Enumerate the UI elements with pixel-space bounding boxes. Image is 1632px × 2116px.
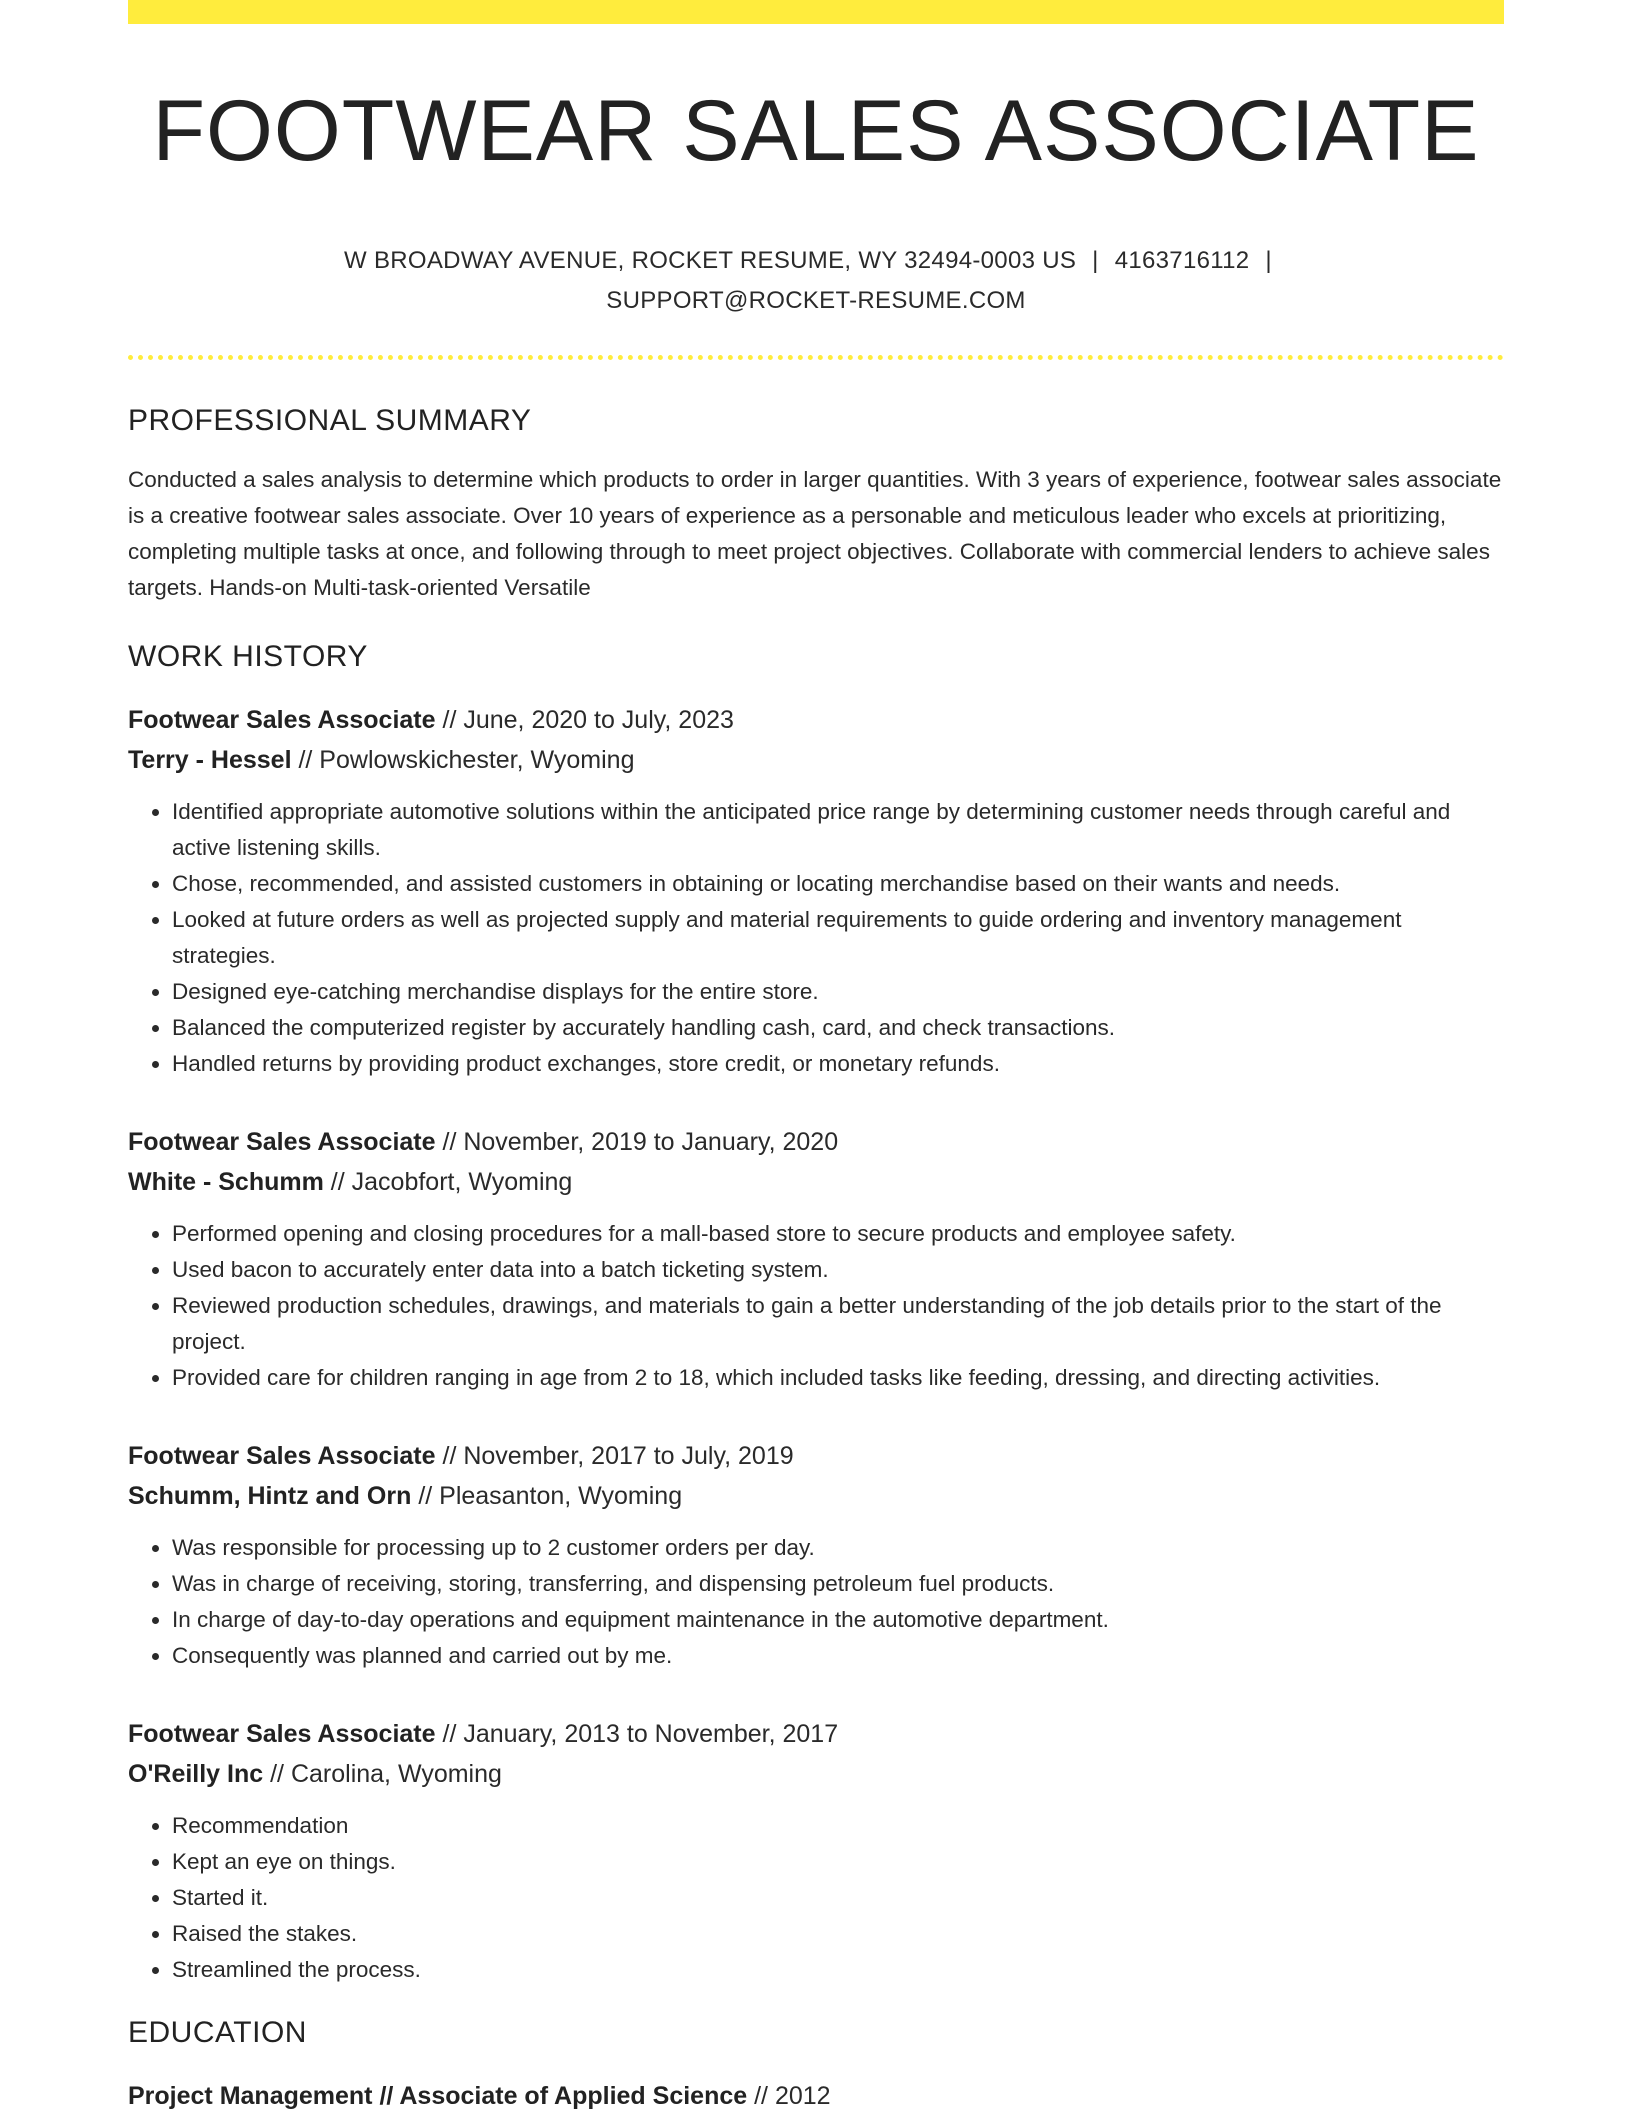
summary-text: Conducted a sales analysis to determine which products to order in larger quantities. With 3 years of experience, footwear sales associate is a creative footwear sales associate. Over 10 years of experience as a personable and meticulous leader who excels at prioritizing, completing multiple tasks at once, and following through to meet project objectives. Collaborate with commercial lenders to achieve sales targets. Hands-on Multi-task-oriented Versatile [128, 466, 1502, 600]
resume-title: FOOTWEAR SALES ASSOCIATE [152, 83, 1480, 179]
summary-heading: PROFESSIONAL SUMMARY [128, 403, 532, 437]
work-history-heading: WORK HISTORY [128, 639, 368, 673]
contact-address: W BROADWAY AVENUE, ROCKET RESUME, WY 32494-0003 US [344, 246, 1077, 274]
job-title: Footwear Sales Associate [128, 1719, 436, 1748]
job-bullet: • Kept an eye on things. [172, 1844, 1504, 1880]
job-company: White - Schumm [128, 1167, 324, 1196]
job-bullets [128, 1216, 1504, 1396]
job-title: Footwear Sales Associate [128, 1441, 436, 1470]
job-company-line [128, 1476, 1504, 1516]
job-bullet: • In charge of day-to-day operations and equipment maintenance in the automotive department. [172, 1602, 1504, 1638]
job-bullet: • Performed opening and closing procedures for a mall-based store to secure products and employee safety. [172, 1216, 1504, 1252]
job-bullet: • Reviewed production schedules, drawings, and materials to gain a better understanding of the job details prior to the start of the project. [172, 1288, 1504, 1360]
contact-separator: | [1265, 246, 1272, 274]
education-heading: EDUCATION [128, 2015, 307, 2049]
job-location: // Powlowskichester, Wyoming [298, 745, 635, 774]
job-location: // Jacobfort, Wyoming [330, 1167, 573, 1196]
job-bullet: • Raised the stakes. [172, 1916, 1504, 1952]
job-entry [128, 1436, 1504, 1674]
job-entry [128, 1714, 1504, 1988]
job-title-line [128, 1122, 1504, 1162]
job-company: Schumm, Hintz and Orn [128, 1481, 412, 1510]
dotted-divider [128, 355, 1504, 360]
job-bullet: • Consequently was planned and carried out by me. [172, 1638, 1504, 1674]
job-bullet: • Designed eye-catching merchandise displays for the entire store. [172, 974, 1504, 1010]
resume-page [128, 0, 1504, 2116]
job-title: Footwear Sales Associate [128, 705, 436, 734]
job-entry [128, 700, 1504, 1082]
job-bullet: • Recommendation [172, 1808, 1504, 1844]
job-bullets [128, 1808, 1504, 1988]
job-bullets [128, 1530, 1504, 1674]
job-dates: // November, 2017 to July, 2019 [442, 1441, 794, 1470]
job-location: // Carolina, Wyoming [270, 1759, 502, 1788]
job-bullet: • Chose, recommended, and assisted customers in obtaining or locating merchandise based on their wants and needs. [172, 866, 1504, 902]
job-bullets [128, 794, 1504, 1082]
contact-line-2 [128, 281, 1504, 321]
contact-phone: 4163716112 [1114, 246, 1250, 274]
job-bullet: • Streamlined the process. [172, 1952, 1504, 1988]
job-entry [128, 1122, 1504, 1396]
job-bullet: • Looked at future orders as well as projected supply and material requirements to guide ordering and inventory management strategies. [172, 902, 1504, 974]
contact-info [128, 241, 1504, 321]
job-company: Terry - Hessel [128, 745, 292, 774]
education-program: Project Management // Associate of Applied Science [128, 2081, 748, 2110]
job-bullet: • Balanced the computerized register by accurately handling cash, card, and check transactions. [172, 1010, 1504, 1046]
job-dates: // November, 2019 to January, 2020 [442, 1127, 839, 1156]
job-bullet: • Used bacon to accurately enter data into a batch ticketing system. [172, 1252, 1504, 1288]
job-bullet: • Was responsible for processing up to 2 customer orders per day. [172, 1530, 1504, 1566]
education-year: // 2012 [754, 2081, 831, 2110]
job-title-line [128, 700, 1504, 740]
job-dates: // June, 2020 to July, 2023 [442, 705, 734, 734]
job-bullet: • Provided care for children ranging in age from 2 to 18, which included tasks like feeding, dressing, and directing activities. [172, 1360, 1504, 1396]
contact-line-1 [128, 241, 1504, 281]
job-company: O'Reilly Inc [128, 1759, 264, 1788]
contact-separator: | [1092, 246, 1099, 274]
top-accent-bar [128, 0, 1504, 24]
job-title: Footwear Sales Associate [128, 1127, 436, 1156]
job-company-line [128, 1754, 1504, 1794]
job-bullet: • Identified appropriate automotive solutions within the anticipated price range by determining customer needs through careful and active listening skills. [172, 794, 1504, 866]
job-title-line [128, 1714, 1504, 1754]
education-entry [128, 2076, 1504, 2116]
job-bullet: • Handled returns by providing product exchanges, store credit, or monetary refunds. [172, 1046, 1504, 1082]
job-dates: // January, 2013 to November, 2017 [442, 1719, 839, 1748]
contact-email: SUPPORT@ROCKET-RESUME.COM [606, 286, 1026, 314]
job-bullet: • Started it. [172, 1880, 1504, 1916]
job-company-line [128, 740, 1504, 780]
job-location: // Pleasanton, Wyoming [418, 1481, 683, 1510]
job-title-line [128, 1436, 1504, 1476]
job-company-line [128, 1162, 1504, 1202]
job-bullet: • Was in charge of receiving, storing, transferring, and dispensing petroleum fuel products. [172, 1566, 1504, 1602]
